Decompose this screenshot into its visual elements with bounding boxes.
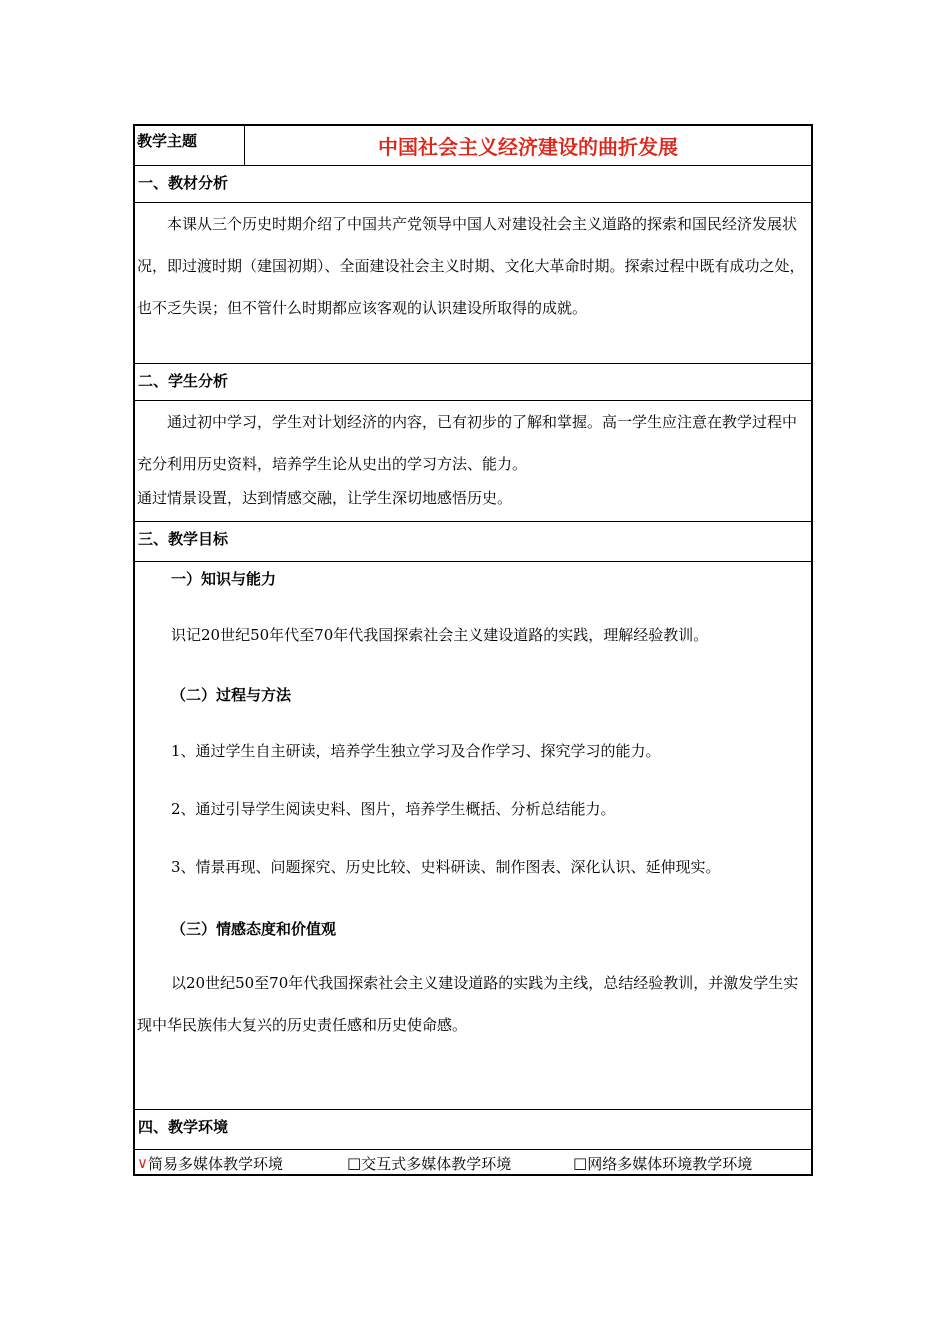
env-option-interactive[interactable] <box>347 1153 573 1174</box>
student-analysis-text: 通过初中学习，学生对计划经济的内容，已有初步的了解和掌握。高一学生应注意在教学过程中充分利用历史资料，培养学生论从史出的学习方法、能力。 <box>137 413 798 473</box>
checkbox-icon: □ <box>347 1154 362 1172</box>
section-body-goals <box>135 562 811 1110</box>
env-option-label: 交互式多媒体教学环境 <box>361 1154 512 1173</box>
textbook-analysis-text: 本课从三个历史时期介绍了中国共产党领导中国人对建设社会主义道路的探索和国民经济发展状况，即过渡时期（建国初期）、全面建设社会主义时期、文化大革命时期。探索过程中既有成功之处，也不乏失误；但不管什么时期都应该客观的认识建设所取得的成就。 <box>137 215 805 317</box>
goal-process-item: 1、通过学生自主研读，培养学生独立学习及合作学习、探究学习的能力。 <box>171 742 661 760</box>
checkbox-icon: □ <box>573 1154 588 1172</box>
section-body-textbook <box>135 203 811 364</box>
env-option-label: 简易多媒体教学环境 <box>147 1154 283 1173</box>
goal-knowledge-text: 识记20世纪50年代至70年代我国探索社会主义建设道路的实践，理解经验教训。 <box>171 626 709 644</box>
env-option-network[interactable] <box>573 1153 752 1174</box>
section-heading-student: 二、学生分析 <box>135 364 811 401</box>
env-option-simple[interactable] <box>137 1153 347 1174</box>
goal-subheading-knowledge: 一）知识与能力 <box>171 570 277 588</box>
page-title: 中国社会主义经济建设的曲折发展 <box>378 135 678 159</box>
section-heading-environment: 四、教学环境 <box>135 1110 811 1150</box>
goal-subheading-values: （三）情感态度和价值观 <box>171 920 337 938</box>
section-body-student <box>135 401 811 522</box>
section-heading-textbook: 一、教材分析 <box>135 166 811 203</box>
check-mark-icon: ∨ <box>137 1154 148 1172</box>
goal-process-item: 2、通过引导学生阅读史料、图片，培养学生概括、分析总结能力。 <box>171 800 616 818</box>
lesson-plan-table <box>133 124 813 1176</box>
goal-values-text: 以20世纪50至70年代我国探索社会主义建设道路的实践为主线，总结经验教训，并激发学生实现中华民族伟大复兴的历史责任感和历史使命感。 <box>137 974 799 1034</box>
environment-options <box>135 1150 811 1176</box>
title-row <box>135 126 811 166</box>
student-analysis-text-2: 通过情景设置，达到情感交融，让学生深切地感悟历史。 <box>137 489 513 507</box>
env-option-label: 网络多媒体环境教学环境 <box>587 1154 753 1173</box>
topic-label: 教学主题 <box>135 126 245 165</box>
goal-subheading-process: （二）过程与方法 <box>171 686 292 704</box>
goal-process-item: 3、情景再现、问题探究、历史比较、史料研读、制作图表、深化认识、延伸现实。 <box>171 858 721 876</box>
section-heading-goals: 三、教学目标 <box>135 522 811 562</box>
